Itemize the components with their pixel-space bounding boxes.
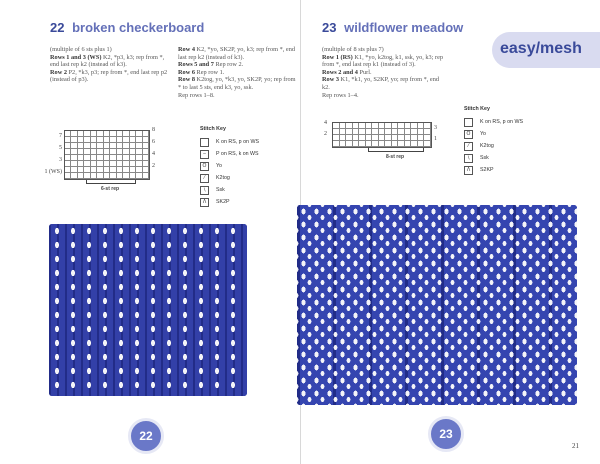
- left-pattern-name: broken checkerboard: [72, 20, 205, 35]
- instruction-row-label: Row 2: [50, 68, 67, 76]
- instruction-row-label: Rows 1 and 3 (WS): [50, 53, 102, 61]
- left-rep-label: 6-st rep: [100, 186, 120, 192]
- key-symbol-icon: Λ: [464, 166, 473, 175]
- chart-row-number: 3: [59, 157, 62, 163]
- instruction-text: K2, *yo, SK2P, yo, k3; rep from *, end last rep k2 (instead of k3).: [178, 46, 296, 61]
- right-pattern-number: 23: [322, 20, 337, 35]
- instruction-line: [178, 76, 296, 91]
- left-page-title: [50, 20, 204, 35]
- instruction-row-label: Row 4: [178, 46, 195, 53]
- key-label: K on RS, p on WS: [216, 139, 259, 145]
- instruction-row-label: Rows 5 and 7: [178, 61, 214, 69]
- left-key-title: Stitch Key: [200, 126, 226, 132]
- left-stitch-chart: [30, 124, 190, 194]
- instruction-line: [50, 69, 168, 84]
- instruction-line: [322, 46, 444, 54]
- key-item: [464, 154, 554, 166]
- instruction-text: K2tog, yo, *k3, yo, SK2P, yo; rep from * to last 5 sts, end k3, yo, ssk.: [178, 76, 296, 91]
- instruction-row-label: Row 1 (RS): [322, 53, 353, 61]
- key-symbol-icon: ⁄: [464, 142, 473, 151]
- key-item: [200, 174, 290, 186]
- chart-cell: [424, 141, 431, 147]
- key-label: Ssk: [216, 187, 225, 193]
- key-symbol-icon: O: [200, 162, 209, 171]
- key-label: S2KP: [480, 167, 494, 173]
- instruction-text: K1, *k1, yo, S2KP, yo; rep from *, end k2.: [322, 76, 440, 91]
- right-chart-grid: [332, 122, 432, 148]
- right-pattern-name: wildflower meadow: [344, 20, 464, 35]
- instruction-line: [322, 92, 444, 100]
- left-swatch-photo: [49, 224, 247, 396]
- key-symbol-icon: O: [464, 130, 473, 139]
- key-symbol-icon: ⁄: [200, 174, 209, 183]
- instruction-line: [178, 46, 296, 61]
- instruction-row-label: Row 3: [322, 76, 339, 84]
- instruction-text: K1, *yo, k2tog, k1, ssk, yo, k3; rep from *, end last rep k1 (instead of 3).: [322, 53, 444, 69]
- left-chart-grid: [64, 130, 150, 180]
- key-symbol-icon: ∖: [464, 154, 473, 163]
- folio-number: 21: [572, 442, 579, 450]
- instruction-line: [178, 69, 296, 77]
- key-symbol-icon: –: [200, 150, 209, 159]
- key-label: K2tog: [216, 175, 230, 181]
- chart-cell: [143, 173, 149, 179]
- key-item: [200, 186, 290, 198]
- key-symbol-icon: [464, 118, 473, 127]
- chart-row-number: 4: [152, 151, 155, 157]
- right-swatch-photo: [297, 205, 577, 405]
- right-page-number-badge: 23: [428, 416, 464, 452]
- instruction-text: K2, *p3, k3; rep from *, end last rep k2 (instead of k3).: [50, 53, 165, 69]
- chart-row-number: 2: [324, 131, 327, 137]
- key-label: Yo: [480, 131, 486, 137]
- key-label: K on RS, p on WS: [480, 119, 523, 125]
- instruction-text: (multiple of 6 sts plus 1): [50, 46, 112, 53]
- instruction-row-label: Rows 2 and 4: [322, 68, 358, 76]
- key-item: [200, 162, 290, 174]
- key-item: [200, 150, 290, 162]
- key-item: [200, 138, 290, 150]
- key-symbol-icon: ∖: [200, 186, 209, 195]
- key-item: [464, 118, 554, 130]
- chart-cell: [379, 141, 386, 147]
- left-instructions-col2: [178, 46, 296, 99]
- right-key-title: Stitch Key: [464, 106, 490, 112]
- right-rep-bracket: [368, 148, 424, 152]
- instruction-row-label: Row 8: [178, 76, 195, 84]
- key-item: [464, 130, 554, 142]
- instruction-line: [322, 76, 444, 91]
- instruction-text: P2, *k3, p3; rep from *, end last rep p2 (instead of p3).: [50, 68, 168, 84]
- difficulty-badge: [492, 32, 600, 68]
- right-swatch-texture: [297, 205, 577, 405]
- chart-row-number: 2: [152, 163, 155, 169]
- chart-row-number: 1 (WS): [44, 169, 62, 175]
- key-label: K2tog: [480, 143, 494, 149]
- instruction-text: Rep rows 1–8.: [178, 91, 215, 99]
- left-stitch-key: [200, 126, 290, 210]
- right-page-title: [322, 20, 463, 35]
- instruction-line: [178, 61, 296, 69]
- chart-row-number: 1: [434, 136, 437, 142]
- key-symbol-icon: [200, 138, 209, 147]
- instruction-line: [322, 69, 444, 77]
- key-label: Ssk: [480, 155, 489, 161]
- chart-row-number: 5: [59, 145, 62, 151]
- difficulty-label: easy/mesh: [500, 40, 582, 57]
- instruction-text: (multiple of 8 sts plus 7): [322, 46, 384, 53]
- key-symbol-icon: Λ: [200, 198, 209, 207]
- right-rep-label: 8-st rep: [385, 154, 405, 160]
- instruction-text: Rep rows 1–4.: [322, 91, 359, 99]
- instruction-text: Purl.: [357, 68, 372, 76]
- chart-row-number: 7: [59, 133, 62, 139]
- chart-row-number: 6: [152, 139, 155, 145]
- left-swatch-texture: [49, 224, 247, 396]
- right-stitch-chart: [320, 118, 450, 170]
- left-rep-bracket: [86, 180, 136, 184]
- instruction-line: [50, 46, 168, 54]
- instruction-text: Rep row 1.: [194, 68, 225, 76]
- chart-row-number: 8: [152, 127, 155, 133]
- key-label: P on RS, k on WS: [216, 151, 259, 157]
- key-label: SK2P: [216, 199, 230, 205]
- key-item: [464, 142, 554, 154]
- right-stitch-key: [464, 106, 554, 178]
- chart-row-number: 4: [324, 120, 327, 126]
- left-pattern-number: 22: [50, 20, 65, 35]
- left-instructions-col1: [50, 46, 168, 84]
- instruction-line: [50, 54, 168, 69]
- right-instructions: [322, 46, 444, 99]
- instruction-line: [178, 92, 296, 100]
- chart-row-number: 3: [434, 125, 437, 131]
- key-item: [200, 198, 290, 210]
- instruction-line: [322, 54, 444, 69]
- instruction-row-label: Row 6: [178, 68, 195, 76]
- left-page-number-badge: 22: [128, 418, 164, 454]
- key-label: Yo: [216, 163, 222, 169]
- key-item: [464, 166, 554, 178]
- instruction-text: Rep row 2.: [213, 61, 244, 69]
